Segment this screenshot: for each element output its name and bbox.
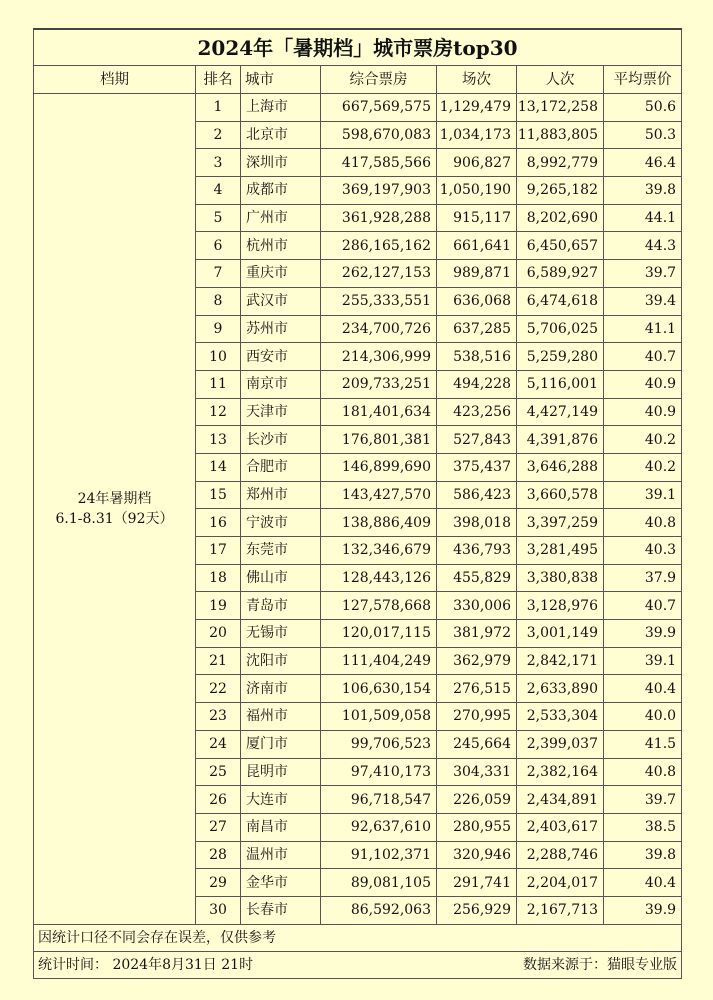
box-office-cell: 127,578,668 [321, 592, 437, 620]
avg-price-cell: 40.2 [604, 453, 682, 481]
avg-price-cell: 39.4 [604, 287, 682, 315]
screenings-cell: 245,664 [437, 730, 517, 758]
screenings-cell: 330,006 [437, 592, 517, 620]
city-cell: 成都市 [241, 177, 321, 205]
screenings-cell: 1,129,479 [437, 94, 517, 122]
rank-cell: 20 [196, 620, 241, 648]
admissions-cell: 8,202,690 [517, 204, 604, 232]
city-cell: 长春市 [241, 896, 321, 924]
rank-cell: 17 [196, 537, 241, 565]
period-name: 24年暑期档 [77, 490, 152, 507]
rank-cell: 7 [196, 260, 241, 288]
avg-price-cell: 39.8 [604, 841, 682, 869]
rank-cell: 11 [196, 370, 241, 398]
box-office-cell: 120,017,115 [321, 620, 437, 648]
box-office-cell: 86,592,063 [321, 896, 437, 924]
box-office-cell: 99,706,523 [321, 730, 437, 758]
header-period: 档期 [34, 66, 196, 94]
avg-price-cell: 40.8 [604, 758, 682, 786]
rank-cell: 24 [196, 730, 241, 758]
city-cell: 杭州市 [241, 232, 321, 260]
screenings-cell: 527,843 [437, 426, 517, 454]
rank-cell: 28 [196, 841, 241, 869]
avg-price-cell: 40.4 [604, 869, 682, 897]
admissions-cell: 3,128,976 [517, 592, 604, 620]
rank-cell: 30 [196, 896, 241, 924]
period-cell [34, 94, 196, 925]
box-office-cell: 146,899,690 [321, 453, 437, 481]
avg-price-cell: 40.4 [604, 675, 682, 703]
screenings-cell: 381,972 [437, 620, 517, 648]
admissions-cell: 6,589,927 [517, 260, 604, 288]
city-cell: 金华市 [241, 869, 321, 897]
city-cell: 苏州市 [241, 315, 321, 343]
city-cell: 北京市 [241, 121, 321, 149]
city-cell: 南京市 [241, 370, 321, 398]
screenings-cell: 915,117 [437, 204, 517, 232]
rank-cell: 14 [196, 453, 241, 481]
box-office-cell: 369,197,903 [321, 177, 437, 205]
avg-price-cell: 40.9 [604, 398, 682, 426]
rank-cell: 19 [196, 592, 241, 620]
rank-cell: 29 [196, 869, 241, 897]
box-office-cell: 111,404,249 [321, 647, 437, 675]
screenings-cell: 455,829 [437, 564, 517, 592]
screenings-cell: 375,437 [437, 453, 517, 481]
admissions-cell: 5,116,001 [517, 370, 604, 398]
screenings-cell: 586,423 [437, 481, 517, 509]
avg-price-cell: 37.9 [604, 564, 682, 592]
rank-cell: 6 [196, 232, 241, 260]
city-cell: 济南市 [241, 675, 321, 703]
box-office-cell: 181,401,634 [321, 398, 437, 426]
admissions-cell: 2,204,017 [517, 869, 604, 897]
avg-price-cell: 39.1 [604, 647, 682, 675]
admissions-cell: 3,646,288 [517, 453, 604, 481]
box-office-cell: 97,410,173 [321, 758, 437, 786]
box-office-cell: 106,630,154 [321, 675, 437, 703]
box-office-cell: 89,081,105 [321, 869, 437, 897]
avg-price-cell: 39.9 [604, 620, 682, 648]
rank-cell: 26 [196, 786, 241, 814]
box-office-cell: 138,886,409 [321, 509, 437, 537]
box-office-cell: 176,801,381 [321, 426, 437, 454]
screenings-cell: 989,871 [437, 260, 517, 288]
avg-price-cell: 39.1 [604, 481, 682, 509]
rank-cell: 9 [196, 315, 241, 343]
admissions-cell: 2,399,037 [517, 730, 604, 758]
rank-cell: 15 [196, 481, 241, 509]
rank-cell: 3 [196, 149, 241, 177]
rank-cell: 13 [196, 426, 241, 454]
screenings-cell: 636,068 [437, 287, 517, 315]
period-range: 6.1-8.31（92天） [55, 510, 174, 527]
screenings-cell: 226,059 [437, 786, 517, 814]
admissions-cell: 9,265,182 [517, 177, 604, 205]
rank-cell: 27 [196, 813, 241, 841]
admissions-cell: 5,706,025 [517, 315, 604, 343]
city-cell: 郑州市 [241, 481, 321, 509]
box-office-cell: 255,333,551 [321, 287, 437, 315]
admissions-cell: 8,992,779 [517, 149, 604, 177]
admissions-cell: 11,883,805 [517, 121, 604, 149]
box-office-cell: 91,102,371 [321, 841, 437, 869]
screenings-cell: 1,050,190 [437, 177, 517, 205]
header-screenings: 场次 [437, 66, 517, 94]
rank-cell: 23 [196, 703, 241, 731]
avg-price-cell: 44.3 [604, 232, 682, 260]
box-office-cell: 234,700,726 [321, 315, 437, 343]
city-cell: 福州市 [241, 703, 321, 731]
avg-price-cell: 40.0 [604, 703, 682, 731]
screenings-cell: 423,256 [437, 398, 517, 426]
header-city: 城市 [241, 66, 321, 94]
screenings-cell: 1,034,173 [437, 121, 517, 149]
city-cell: 合肥市 [241, 453, 321, 481]
header-rank: 排名 [196, 66, 241, 94]
header-avg-price: 平均票价 [604, 66, 682, 94]
city-cell: 上海市 [241, 94, 321, 122]
avg-price-cell: 39.7 [604, 786, 682, 814]
avg-price-cell: 41.1 [604, 315, 682, 343]
admissions-cell: 4,391,876 [517, 426, 604, 454]
rank-cell: 10 [196, 343, 241, 371]
box-office-cell: 92,637,610 [321, 813, 437, 841]
rank-cell: 12 [196, 398, 241, 426]
table-row [34, 94, 682, 122]
city-cell: 天津市 [241, 398, 321, 426]
rank-cell: 2 [196, 121, 241, 149]
admissions-cell: 2,382,164 [517, 758, 604, 786]
avg-price-cell: 50.3 [604, 121, 682, 149]
header-admissions: 人次 [517, 66, 604, 94]
admissions-cell: 3,397,259 [517, 509, 604, 537]
admissions-cell: 3,660,578 [517, 481, 604, 509]
admissions-cell: 3,281,495 [517, 537, 604, 565]
table-title: 2024年「暑期档」城市票房top30 [34, 29, 682, 66]
avg-price-cell: 46.4 [604, 149, 682, 177]
box-office-cell: 598,670,083 [321, 121, 437, 149]
city-cell: 西安市 [241, 343, 321, 371]
city-cell: 沈阳市 [241, 647, 321, 675]
screenings-cell: 256,929 [437, 896, 517, 924]
admissions-cell: 2,633,890 [517, 675, 604, 703]
box-office-cell: 143,427,570 [321, 481, 437, 509]
screenings-cell: 270,995 [437, 703, 517, 731]
admissions-cell: 13,172,258 [517, 94, 604, 122]
admissions-cell: 2,288,746 [517, 841, 604, 869]
admissions-cell: 4,427,149 [517, 398, 604, 426]
rank-cell: 18 [196, 564, 241, 592]
stat-time: 统计时间： 2024年8月31日 21时 [38, 956, 254, 973]
box-office-cell: 96,718,547 [321, 786, 437, 814]
avg-price-cell: 40.3 [604, 537, 682, 565]
box-office-cell: 128,443,126 [321, 564, 437, 592]
city-cell: 武汉市 [241, 287, 321, 315]
rank-cell: 8 [196, 287, 241, 315]
screenings-cell: 291,741 [437, 869, 517, 897]
avg-price-cell: 40.9 [604, 370, 682, 398]
box-office-cell: 262,127,153 [321, 260, 437, 288]
avg-price-cell: 38.5 [604, 813, 682, 841]
city-cell: 大连市 [241, 786, 321, 814]
rank-cell: 16 [196, 509, 241, 537]
rank-cell: 25 [196, 758, 241, 786]
city-cell: 昆明市 [241, 758, 321, 786]
admissions-cell: 3,001,149 [517, 620, 604, 648]
admissions-cell: 2,842,171 [517, 647, 604, 675]
box-office-cell: 417,585,566 [321, 149, 437, 177]
footer-info [34, 951, 682, 978]
screenings-cell: 398,018 [437, 509, 517, 537]
box-office-cell: 361,928,288 [321, 204, 437, 232]
rank-cell: 1 [196, 94, 241, 122]
footer-note: 因统计口径不同会存在误差，仅供参考 [34, 924, 682, 951]
screenings-cell: 494,228 [437, 370, 517, 398]
avg-price-cell: 39.7 [604, 260, 682, 288]
avg-price-cell: 40.8 [604, 509, 682, 537]
box-office-cell: 101,509,058 [321, 703, 437, 731]
admissions-cell: 2,167,713 [517, 896, 604, 924]
city-cell: 佛山市 [241, 564, 321, 592]
screenings-cell: 304,331 [437, 758, 517, 786]
box-office-cell: 667,569,575 [321, 94, 437, 122]
avg-price-cell: 39.8 [604, 177, 682, 205]
avg-price-cell: 44.1 [604, 204, 682, 232]
rank-cell: 4 [196, 177, 241, 205]
screenings-cell: 661,641 [437, 232, 517, 260]
rank-cell: 5 [196, 204, 241, 232]
avg-price-cell: 40.7 [604, 592, 682, 620]
box-office-table [33, 28, 682, 979]
avg-price-cell: 40.2 [604, 426, 682, 454]
avg-price-cell: 41.5 [604, 730, 682, 758]
screenings-cell: 637,285 [437, 315, 517, 343]
city-cell: 深圳市 [241, 149, 321, 177]
admissions-cell: 3,380,838 [517, 564, 604, 592]
city-cell: 厦门市 [241, 730, 321, 758]
rank-cell: 21 [196, 647, 241, 675]
box-office-cell: 132,346,679 [321, 537, 437, 565]
admissions-cell: 2,533,304 [517, 703, 604, 731]
avg-price-cell: 40.7 [604, 343, 682, 371]
city-cell: 重庆市 [241, 260, 321, 288]
city-cell: 广州市 [241, 204, 321, 232]
admissions-cell: 2,434,891 [517, 786, 604, 814]
screenings-cell: 906,827 [437, 149, 517, 177]
city-cell: 东莞市 [241, 537, 321, 565]
avg-price-cell: 39.9 [604, 896, 682, 924]
admissions-cell: 2,403,617 [517, 813, 604, 841]
screenings-cell: 276,515 [437, 675, 517, 703]
screenings-cell: 436,793 [437, 537, 517, 565]
screenings-cell: 538,516 [437, 343, 517, 371]
screenings-cell: 280,955 [437, 813, 517, 841]
city-cell: 南昌市 [241, 813, 321, 841]
city-cell: 宁波市 [241, 509, 321, 537]
city-cell: 长沙市 [241, 426, 321, 454]
box-office-cell: 214,306,999 [321, 343, 437, 371]
city-cell: 青岛市 [241, 592, 321, 620]
city-cell: 温州市 [241, 841, 321, 869]
header-box-office: 综合票房 [321, 66, 437, 94]
admissions-cell: 5,259,280 [517, 343, 604, 371]
rank-cell: 22 [196, 675, 241, 703]
admissions-cell: 6,450,657 [517, 232, 604, 260]
avg-price-cell: 50.6 [604, 94, 682, 122]
city-cell: 无锡市 [241, 620, 321, 648]
box-office-cell: 209,733,251 [321, 370, 437, 398]
admissions-cell: 6,474,618 [517, 287, 604, 315]
data-source: 数据来源于：猫眼专业版 [523, 956, 678, 973]
box-office-cell: 286,165,162 [321, 232, 437, 260]
screenings-cell: 362,979 [437, 647, 517, 675]
screenings-cell: 320,946 [437, 841, 517, 869]
